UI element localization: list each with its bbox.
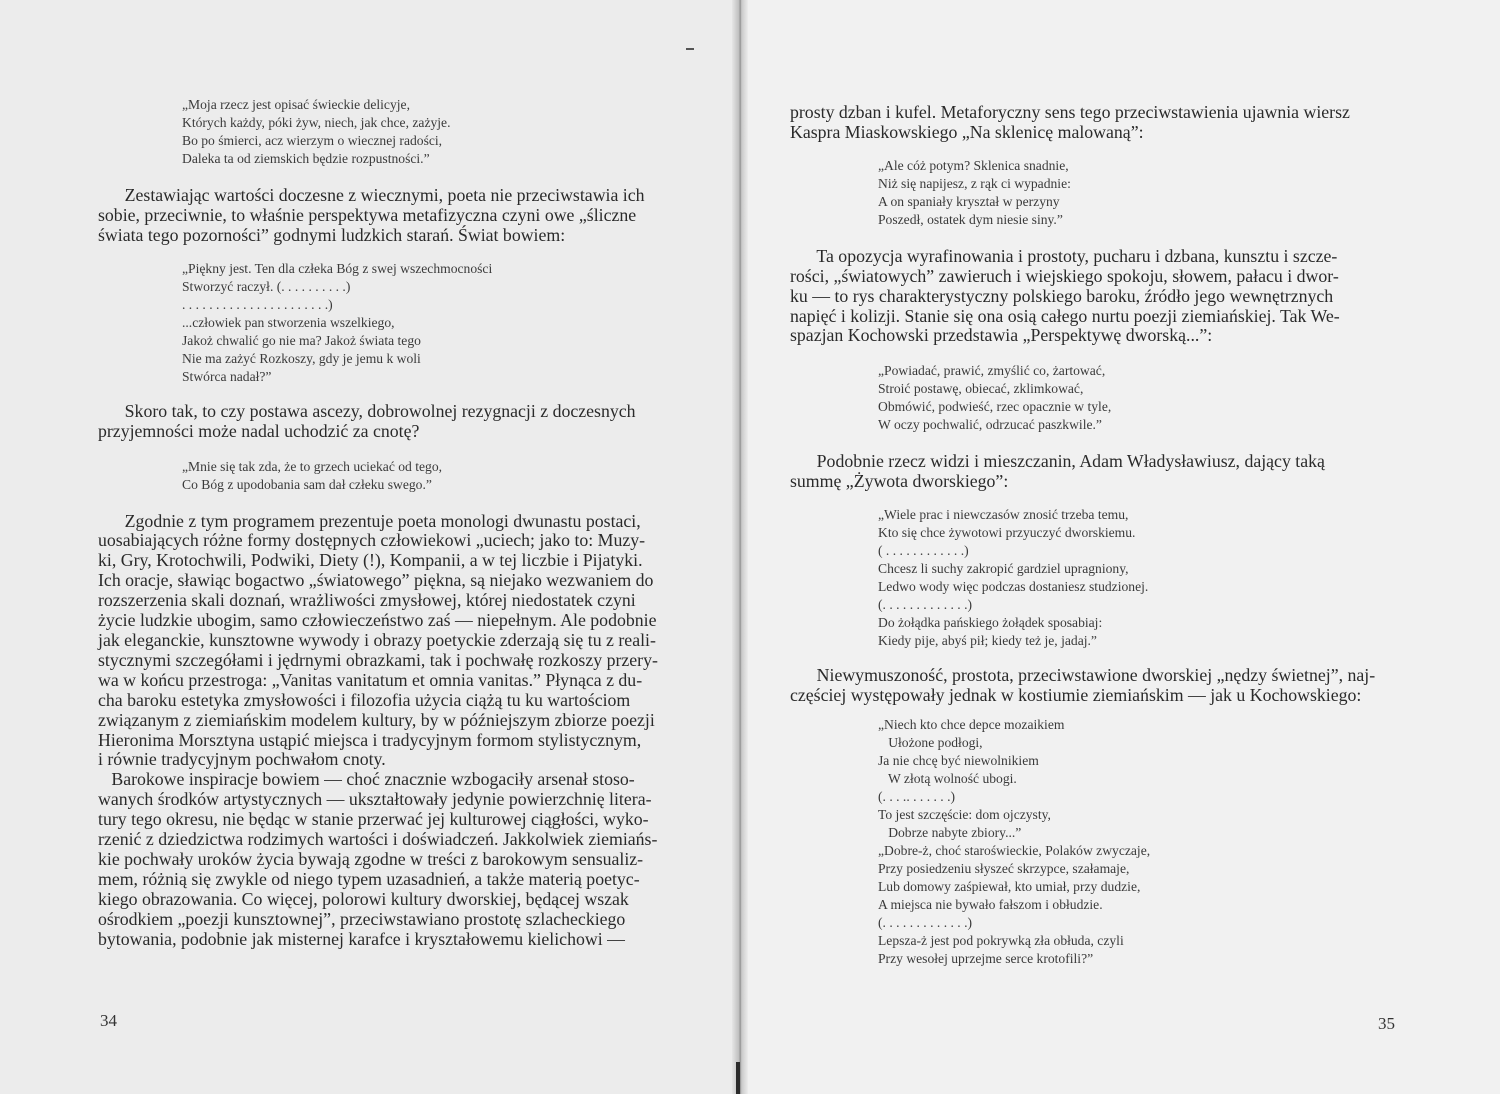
verse-line: Kiedy pije, abyś pił; kiedy też je, jadaj.” — [878, 633, 1097, 649]
text-line: częściej występowały jednak w kostiumie ziemiańskim — jak u Kochowskiego: — [790, 685, 1362, 706]
text-line: rości, „światowych” zawieruch i wiejskiego spokoju, słowem, pałacu i dwor- — [790, 265, 1339, 286]
gutter-mark — [736, 1062, 740, 1094]
verse-line: (. . . . . . . . . . . . .) — [878, 597, 973, 613]
verse-line: Chcesz li suchy zakropić gardziel upragniony, — [878, 561, 1129, 577]
text-line: napięć i kolizji. Stanie się ona osią całego nurtu poezji ziemiańskiej. Tak We- — [790, 305, 1340, 326]
verse-line: Co Bóg z upodobania sam dał człeku swego.” — [182, 476, 432, 492]
text-line: mem, różnią się zwykle od niego typem uzasadnień, a także materią poetyc- — [98, 868, 640, 889]
verse-line: A on spaniały kryształ w perzyny — [878, 193, 1060, 209]
text-line: prosty dzban i kufel. Metaforyczny sens tego przeciwstawienia ujawnia wiersz — [790, 102, 1350, 122]
verse-line: Lepsza-ż jest pod pokrywką zła obłuda, czyli — [878, 932, 1124, 948]
verse-line: W oczy pochwalić, odrzucać paszkwile.” — [878, 417, 1102, 433]
text-line: summę „Żywota dworskiego”: — [790, 471, 1009, 492]
text-line: spazjan Kochowski przedstawia „Perspektywę dworską...”: — [790, 325, 1213, 346]
text-line: i równie tradycyjnym pochwałom cnoty. — [98, 749, 386, 770]
text-line: życie ludzkie ubogim, samo człowieczeństwo zaś — niepełnym. Ale podobnie — [98, 610, 657, 631]
verse-line: Daleka ta od ziemskich będzie rozpustności.” — [182, 151, 430, 166]
text-line: Skoro tak, to czy postawa ascezy, dobrowolnej rezygnacji z doczesnych — [98, 400, 636, 421]
right-page-text — [790, 103, 1391, 968]
text-line: sobie, przeciwnie, to właśnie perspektywa metafizyczna czyni owe „śliczne — [98, 204, 637, 225]
verse-block — [878, 157, 1391, 229]
paragraph — [98, 186, 695, 246]
text-line: cha baroku estetyka zmysłowości i filozofia użycia ciążą tu ku wartościom — [98, 689, 631, 710]
verse-line: ...człowiek pan stworzenia wszelkiego, — [182, 314, 395, 330]
verse-line: „Piękny jest. Ten dla człeka Bóg z swej wszechmocności — [182, 260, 493, 276]
verse-line: Których każdy, póki żyw, niech, jak chce, zażyje. — [182, 115, 451, 130]
paragraph — [98, 770, 695, 949]
text-line: ki, Gry, Krotochwili, Podwiki, Diety (!), Kompanii, a w tej liczbie i Pijatyki. — [98, 550, 643, 571]
verse-line: Jakoż chwalić go nie ma? Jakoż świata tego — [182, 332, 421, 348]
right-page — [740, 0, 1500, 1094]
verse-line: Stroić postawę, obiecać, zklimkować, — [878, 381, 1084, 397]
verse-line: „Niech kto chce depce mozaikiem — [878, 716, 1065, 732]
text-line: świata tego pozorności” godnymi ludzkich starań. Świat bowiem: — [98, 224, 566, 245]
paragraph — [790, 666, 1391, 706]
text-line: wanych środków artystycznych — ukształtowały jedynie powierzchnię litera- — [98, 789, 652, 810]
verse-line: (. . . .. . . . . . .) — [878, 788, 956, 804]
verse-line: Przy wesołej uprzejme serce krotofili?” — [878, 950, 1094, 966]
text-line: uosabiających różne formy dostępnych człowiekowi „uciech; jako to: Muzy- — [98, 530, 646, 551]
paragraph — [790, 103, 1391, 143]
verse-line: Stwórca nadał?” — [182, 368, 272, 384]
verse-line: „Powiadać, prawić, zmyślić co, żartować, — [878, 363, 1106, 379]
verse-line: „Ale cóż potym? Sklenica snadnie, — [878, 157, 1069, 173]
text-line: stycznymi szczegółami i jędrnymi obrazkami, tak i pochwałę rozkoszy przery- — [98, 649, 658, 670]
left-page — [0, 0, 740, 1094]
text-line: kiego obrazowania. Co więcej, polorowi kultury dworskiej, będącej wszak — [98, 888, 629, 909]
verse-line: Bo po śmierci, acz wierzym o wiecznej radości, — [182, 133, 443, 148]
verse-line: Ledwo wody więc podczas dostaniesz studzionej. — [878, 579, 1149, 595]
text-line: Zestawiając wartości doczesne z wiecznymi, poeta nie przeciwstawia ich — [98, 185, 645, 205]
verse-block — [878, 506, 1391, 650]
text-line: bytowania, podobnie jak misternej karafce i kryształowemu kielichowi — — [98, 928, 625, 949]
verse-line: Kto się chce żywotowi przyuczyć dworskiemu. — [878, 525, 1136, 541]
page-number: 34 — [100, 1011, 117, 1030]
verse-line: Dobrze nabyte zbiory...” — [878, 824, 1022, 840]
verse-line: „Wiele prac i niewczasów znosić trzeba temu, — [878, 507, 1129, 523]
verse-line: ( . . . . . . . . . . . .) — [878, 543, 969, 559]
verse-line: „Dobre-ż, choć staroświeckie, Polaków zwyczaje, — [878, 842, 1151, 858]
text-line: wa w końcu przestroga: „Vanitas vanitatum et omnia vanitas.” Płynąca z du- — [98, 669, 643, 690]
text-line: Niewymuszoność, prostota, przeciwstawione dworskiej „nędzy świetnej”, naj- — [790, 665, 1376, 686]
verse-line: (. . . . . . . . . . . . .) — [878, 914, 973, 930]
text-line: jak eleganckie, kunsztowne wywody i obrazy poetyckie zderzają się tu z reali- — [98, 629, 656, 650]
text-line: ku — to rys charakterystyczny polskiego baroku, źródło jego wewnętrznych — [790, 285, 1334, 306]
verse-block — [878, 362, 1391, 434]
text-line: rzenić z dziedzictwa rodzimych wartości i doświadczeń. Jakkolwiek ziemiańs- — [98, 829, 658, 850]
text-line: Barokowe inspiracje bowiem — choć znacznie wzbogaciły arsenał stoso- — [98, 769, 635, 790]
verse-line: . . . . . . . . . . . . . . . . . . . . . .) — [182, 296, 333, 312]
verse-line: Nie ma zażyć Rozkoszy, gdy je jemu k woli — [182, 350, 421, 366]
verse-block — [182, 458, 695, 494]
verse-line: Lub domowy zaśpiewał, kto umiał, przy dudzie, — [878, 878, 1141, 894]
verse-line: Przy posiedzeniu słyszeć skrzypce, szałamaje, — [878, 860, 1130, 876]
verse-block — [182, 96, 695, 168]
text-line: kie pochwały uroków życia bywają zgodne w treści z barokowym sensualiz- — [98, 848, 644, 869]
paragraph — [790, 247, 1391, 347]
text-line: Hieronima Morsztyna ustąpić miejsca i tradycyjnym formom stylistycznym, — [98, 729, 642, 750]
text-line: Kaspra Miaskowskiego „Na sklenicę malowaną”: — [790, 121, 1144, 142]
verse-line: Stworzyć raczył. (. . . . . . . . . .) — [182, 278, 351, 294]
text-line: tury tego okresu, nie będąc w stanie przerwać jej kulturowej ciągłości, wyko- — [98, 809, 649, 830]
verse-line: Do żołądka pańskiego żołądek sposabiaj: — [878, 615, 1103, 631]
verse-line: Ułożone podłogi, — [878, 734, 983, 750]
text-line: rozszerzenia skali doznań, wrażliwości zmysłowej, której niedostatek czyni — [98, 590, 636, 611]
text-line: związanym z ziemiańskim modelem kultury, by w późniejszym zbiorze poezji — [98, 709, 655, 730]
verse-line: Niż się napijesz, z rąk ci wypadnie: — [878, 175, 1071, 191]
verse-line: A miejsca nie bywało fałszom i obłudzie. — [878, 896, 1103, 912]
paragraph — [98, 402, 695, 442]
text-line: Ta opozycja wyrafinowania i prostoty, pucharu i dzbana, kunsztu i szcze- — [790, 245, 1338, 266]
verse-line: Obmówić, podwieść, rzec opacznie w tyle, — [878, 399, 1112, 415]
verse-line: „Mnie się tak zda, że to grzech uciekać od tego, — [182, 458, 443, 474]
book-gutter — [732, 0, 748, 1094]
verse-block — [878, 716, 1391, 968]
verse-line: Poszedł, ostatek dym niesie siny.” — [878, 211, 1063, 227]
verse-line: „Moja rzecz jest opisać świeckie delicyje, — [182, 97, 410, 112]
text-line: przyjemności może nadal uchodzić za cnotę? — [98, 420, 420, 441]
verse-line: To jest szczęście: dom ojczysty, — [878, 806, 1051, 822]
left-page-text — [98, 96, 695, 949]
paragraph — [790, 452, 1391, 492]
text-line: Zgodnie z tym programem prezentuje poeta monologi dwunastu postaci, — [98, 510, 641, 531]
scan-mark — [686, 48, 694, 50]
verse-line: W złotą wolność ubogi. — [878, 770, 1017, 786]
verse-block — [182, 260, 695, 386]
paragraph — [98, 512, 695, 771]
verse-line: Ja nie chcę być niewolnikiem — [878, 752, 1039, 768]
page-number: 35 — [1378, 1014, 1395, 1033]
text-line: Ich oracje, sławiąc bogactwo „światowego” piękna, są niejako wezwaniem do — [98, 570, 654, 591]
text-line: ośrodkiem „poezji kunsztownej”, przeciwstawiano prostotę szlacheckiego — [98, 908, 626, 929]
text-line: Podobnie rzecz widzi i mieszczanin, Adam Władysławiusz, dający taką — [790, 451, 1325, 472]
